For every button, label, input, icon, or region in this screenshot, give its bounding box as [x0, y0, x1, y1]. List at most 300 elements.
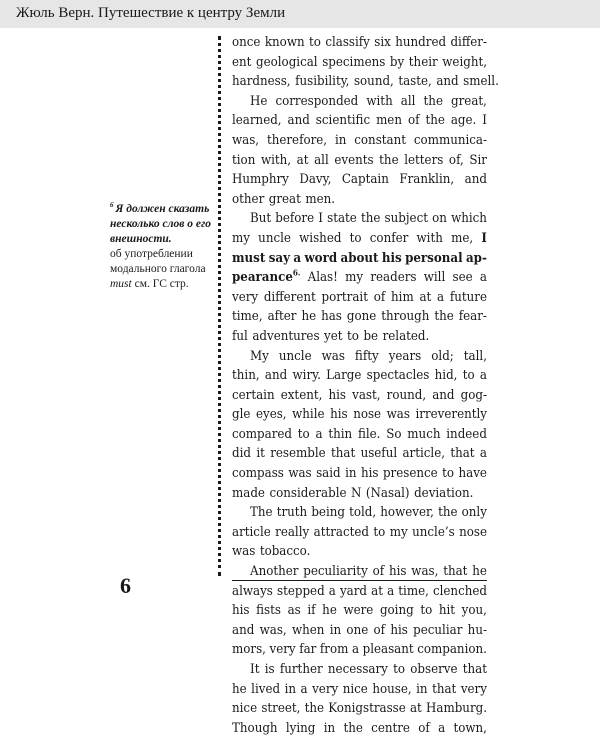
word: house, — [372, 681, 412, 697]
word: in — [284, 681, 297, 697]
footnote-ref: 6 — [110, 201, 114, 209]
word: article — [232, 524, 271, 540]
word: and — [432, 387, 455, 403]
word: if — [307, 603, 316, 619]
word: always — [232, 583, 273, 599]
text-line — [232, 366, 487, 386]
word: he — [472, 564, 487, 580]
word: Though — [232, 720, 278, 736]
body-text — [232, 33, 499, 738]
word: yard — [339, 583, 368, 599]
word: his — [388, 564, 407, 580]
word: before — [275, 211, 315, 227]
word: time, — [232, 309, 263, 325]
word: certain — [232, 387, 275, 403]
word: did — [232, 446, 251, 462]
text-line — [232, 209, 487, 229]
word: years — [388, 348, 422, 364]
text-line — [232, 601, 487, 621]
word: ent — [232, 54, 252, 70]
word: after — [267, 309, 297, 325]
word: geological — [256, 54, 318, 70]
word: wiry. — [292, 368, 321, 384]
text-line — [232, 307, 487, 327]
word: to — [442, 466, 455, 482]
word: thin, — [232, 368, 260, 384]
word: were — [343, 603, 374, 619]
footnote-comment-after: см. ГС стр. — [134, 277, 189, 290]
word: to — [373, 524, 386, 540]
word: Humphry — [232, 172, 289, 188]
word: different — [263, 289, 316, 305]
word: tion — [232, 152, 256, 168]
word: much — [407, 426, 441, 442]
word: their — [408, 54, 438, 70]
word: in — [334, 132, 347, 148]
word: nose — [353, 407, 382, 423]
text-line — [232, 249, 487, 269]
text-line — [232, 680, 487, 700]
page-number: 6 — [120, 573, 131, 598]
word: my — [345, 270, 364, 286]
word: was — [288, 466, 312, 482]
word: word — [304, 250, 338, 266]
word: the — [423, 93, 443, 109]
word: that — [450, 446, 475, 462]
word: his — [381, 250, 402, 266]
word: in — [329, 622, 342, 638]
word: in — [416, 681, 428, 697]
text-line — [232, 33, 487, 53]
word: said — [316, 466, 341, 482]
word: as — [287, 603, 301, 619]
running-header — [0, 0, 600, 28]
word: peculiar — [413, 622, 463, 638]
text-line — [232, 327, 487, 347]
word: was, — [259, 622, 287, 638]
word: that — [462, 662, 487, 677]
text-line — [232, 72, 499, 92]
word: deviation. — [414, 485, 474, 501]
word: at — [296, 152, 309, 168]
word: subject — [384, 211, 428, 227]
word: necessary — [327, 662, 388, 677]
word: spectacles — [366, 368, 430, 384]
word: (Nasal) — [365, 485, 410, 501]
word: pleasant — [362, 642, 414, 658]
word: useful — [360, 446, 398, 462]
word: nose — [459, 524, 487, 540]
word: round, — [386, 387, 427, 403]
word: indeed — [446, 426, 487, 442]
word: Franklin, — [399, 172, 455, 188]
word: with, — [260, 152, 292, 168]
word: once — [232, 35, 261, 50]
word: time, — [398, 583, 429, 599]
word: to — [349, 230, 362, 246]
word: hid, — [434, 368, 458, 384]
word: my — [389, 524, 408, 540]
word: of — [373, 289, 386, 305]
word: scientific — [315, 113, 371, 129]
word: events — [334, 152, 374, 168]
word: of — [407, 113, 420, 129]
word: readers — [370, 270, 417, 286]
word: classify — [325, 35, 370, 50]
footnote-term: must — [110, 277, 132, 290]
text-line — [232, 444, 487, 464]
word: observe — [410, 662, 458, 677]
word: the — [379, 152, 399, 168]
word: irreverently — [415, 407, 487, 423]
text-line — [232, 92, 487, 112]
word: wished — [299, 230, 342, 246]
word: differ- — [450, 35, 487, 50]
word: state — [327, 211, 357, 227]
word: his — [328, 387, 347, 403]
word: yet — [324, 328, 343, 344]
word: I — [481, 230, 487, 246]
word: age. — [450, 113, 477, 129]
word: corresponded — [275, 93, 359, 109]
word: be — [363, 328, 379, 344]
text-line — [232, 719, 487, 738]
word: lying — [285, 720, 316, 736]
word: at — [409, 701, 422, 717]
word: will — [423, 270, 446, 286]
word: the — [425, 113, 445, 129]
text-line — [232, 131, 487, 151]
word: file. — [357, 426, 381, 442]
word: compass — [232, 466, 284, 482]
word: to — [393, 662, 406, 677]
word: say — [268, 250, 290, 266]
word: hit — [438, 603, 456, 619]
word: he — [232, 681, 247, 697]
text-line — [232, 640, 487, 660]
word: sound, — [353, 74, 394, 90]
word: he — [301, 309, 317, 325]
text-line — [232, 562, 487, 582]
word: I — [482, 113, 487, 129]
word: of, — [448, 152, 464, 168]
word: men. — [305, 191, 336, 207]
word: other — [232, 191, 265, 207]
word: communica- — [413, 132, 487, 148]
word: being — [311, 505, 345, 521]
word: taste, — [398, 74, 432, 90]
word: by — [389, 54, 405, 70]
word: resemble — [270, 446, 326, 462]
bottom-rule — [232, 580, 487, 581]
word: specimens — [322, 54, 386, 70]
word: his — [390, 622, 408, 638]
word: centre — [371, 720, 410, 736]
word: nice — [342, 681, 368, 697]
word: eyes, — [255, 407, 287, 423]
word: mors, — [232, 642, 266, 658]
word: Davy, — [299, 172, 332, 188]
word: It — [250, 662, 260, 677]
word: lived — [251, 681, 281, 697]
word: however, — [380, 505, 434, 521]
word: his — [360, 466, 379, 482]
word: hundred — [395, 35, 447, 50]
word: a — [479, 446, 487, 462]
word: my — [232, 230, 250, 246]
word: attracted — [313, 524, 370, 540]
word: uncle’s — [412, 524, 455, 540]
word: you, — [461, 603, 487, 619]
word: truth — [276, 505, 308, 521]
word: me, — [451, 230, 474, 246]
word: at — [371, 583, 383, 599]
word: men — [376, 113, 402, 129]
word: companion. — [417, 642, 487, 658]
word: to — [347, 328, 359, 344]
word: a — [438, 720, 446, 736]
word: with — [366, 93, 393, 109]
word: has — [321, 309, 342, 325]
word: all — [314, 152, 329, 168]
word: which — [451, 211, 487, 227]
word: Hamburg. — [426, 701, 487, 717]
word: was, — [232, 132, 260, 148]
word: constant — [354, 132, 407, 148]
word: see — [452, 270, 473, 286]
text-line — [232, 53, 487, 73]
word: was — [386, 407, 410, 423]
word: uncle — [278, 348, 312, 364]
word: a — [479, 270, 487, 286]
word: that — [330, 446, 356, 462]
word: with — [416, 230, 443, 246]
word: street, — [261, 701, 301, 717]
word: pearance$^{6.}$ — [232, 267, 301, 286]
footnote-comment-before: об употреблении модального глагола — [110, 247, 206, 275]
word: the — [343, 720, 363, 736]
word: tobacco. — [259, 544, 311, 560]
word: told, — [349, 505, 377, 521]
word: a — [328, 583, 336, 599]
word: a — [351, 642, 360, 658]
word: town, — [453, 720, 487, 736]
word: of — [418, 720, 430, 736]
text-line — [232, 405, 487, 425]
word: very — [269, 642, 296, 658]
word: through — [381, 309, 430, 325]
word: him — [391, 289, 414, 305]
word: a — [387, 583, 395, 599]
word: Large — [326, 368, 362, 384]
text-line — [232, 268, 487, 288]
word: he — [322, 603, 337, 619]
word: Konigstrasse — [328, 701, 406, 717]
text-line — [232, 170, 487, 190]
text-line — [232, 523, 487, 543]
word: Alas! — [307, 270, 338, 286]
word: therefore, — [266, 132, 328, 148]
word: nice — [232, 701, 258, 717]
word: one — [346, 622, 369, 638]
text-line — [232, 386, 487, 406]
word: his — [330, 407, 348, 423]
word: fists — [256, 603, 281, 619]
word: learned, — [232, 113, 282, 129]
text-line — [232, 190, 487, 210]
word: weight, — [442, 54, 487, 70]
word: He — [250, 93, 268, 109]
word: a — [315, 426, 323, 442]
word: to — [309, 35, 321, 50]
word: while — [292, 407, 325, 423]
word: But — [250, 211, 272, 227]
word: personal — [405, 250, 463, 266]
word: a — [479, 368, 487, 384]
word: adventures — [252, 328, 320, 344]
word: on — [432, 211, 447, 227]
word: N — [351, 485, 362, 501]
word: really — [275, 524, 310, 540]
footnote-marker: 6. — [292, 267, 301, 278]
word: was, — [411, 564, 439, 580]
word: old; — [431, 348, 454, 364]
word: portrait — [321, 289, 368, 305]
word: ap- — [465, 250, 487, 266]
text-line — [232, 542, 487, 562]
word: thin — [328, 426, 353, 442]
word: great, — [451, 93, 487, 109]
word: very — [312, 681, 339, 697]
word: compared — [232, 426, 292, 442]
word: fifty — [354, 348, 379, 364]
word: fusibility, — [295, 74, 350, 90]
text-line — [232, 425, 487, 445]
word: smell. — [463, 74, 499, 90]
word: and — [436, 74, 459, 90]
word: to — [297, 426, 310, 442]
word: Another — [250, 564, 299, 580]
word: Sir — [469, 152, 487, 168]
text-line — [232, 288, 487, 308]
word: ful — [232, 328, 248, 344]
word: to — [462, 368, 475, 384]
word: a — [300, 681, 308, 697]
word: confer — [369, 230, 409, 246]
text-line — [232, 660, 487, 680]
word: six — [374, 35, 391, 50]
word: is — [264, 662, 275, 677]
text-line — [232, 484, 487, 504]
word: the — [438, 505, 458, 521]
word: his — [232, 603, 250, 619]
word: to — [420, 603, 433, 619]
word: hu- — [467, 622, 487, 638]
word: only — [461, 505, 487, 521]
dotted-column-rule — [218, 36, 221, 576]
word: known — [264, 35, 305, 50]
word: further — [279, 662, 323, 677]
running-title: Жюль Верн. Путешествие к центру Земли — [16, 5, 286, 21]
word: at — [419, 289, 432, 305]
word: fear- — [458, 309, 487, 325]
word: tall, — [463, 348, 487, 364]
word: was — [321, 348, 345, 364]
word: that — [432, 681, 457, 697]
word: gone — [346, 309, 377, 325]
word: the — [304, 701, 325, 717]
word: article, — [402, 446, 445, 462]
word: in — [323, 720, 336, 736]
word: clenched — [432, 583, 487, 599]
footnote — [110, 198, 212, 292]
word: and — [264, 368, 288, 384]
word: it — [256, 446, 265, 462]
text-line — [232, 111, 487, 131]
word: peculiarity — [303, 564, 368, 580]
word: the — [434, 309, 454, 325]
word: and — [464, 172, 487, 188]
word: of — [373, 622, 386, 638]
word: going — [379, 603, 414, 619]
word: have — [458, 466, 487, 482]
word: presence — [382, 466, 438, 482]
text-line — [232, 621, 487, 641]
word: of — [372, 564, 385, 580]
word: the — [360, 211, 381, 227]
word: vast, — [352, 387, 381, 403]
word: far — [299, 642, 317, 658]
word: gle — [232, 407, 251, 423]
text-line — [232, 503, 487, 523]
word: stepped — [277, 583, 325, 599]
word: The — [250, 505, 273, 521]
word: future — [449, 289, 487, 305]
word: extent, — [280, 387, 323, 403]
word: I — [318, 211, 323, 227]
word: uncle — [258, 230, 291, 246]
word: a — [293, 250, 302, 266]
word: that — [443, 564, 468, 580]
text-line — [232, 699, 487, 719]
word: hardness, — [232, 74, 291, 90]
word: great — [268, 191, 301, 207]
word: considerable — [269, 485, 347, 501]
word: from — [319, 642, 349, 658]
word: My — [250, 348, 269, 364]
word: gog- — [460, 387, 487, 403]
word: when — [291, 622, 325, 638]
text-line — [232, 151, 487, 171]
word: related. — [382, 328, 430, 344]
word: very — [232, 289, 259, 305]
text-line — [232, 464, 487, 484]
word: So — [386, 426, 402, 442]
word: letters — [404, 152, 444, 168]
footnote-russian-phrase: Я должен сказать несколько слов о его внешности. — [110, 202, 211, 245]
text-line — [232, 229, 487, 249]
word: about — [340, 250, 379, 266]
word: Captain — [341, 172, 389, 188]
text-line — [232, 582, 487, 602]
word: a — [437, 289, 445, 305]
text-line — [232, 347, 487, 367]
word: very — [460, 681, 487, 697]
word: made — [232, 485, 265, 501]
word: all — [400, 93, 416, 109]
word: in — [345, 466, 357, 482]
word: must — [232, 250, 266, 266]
